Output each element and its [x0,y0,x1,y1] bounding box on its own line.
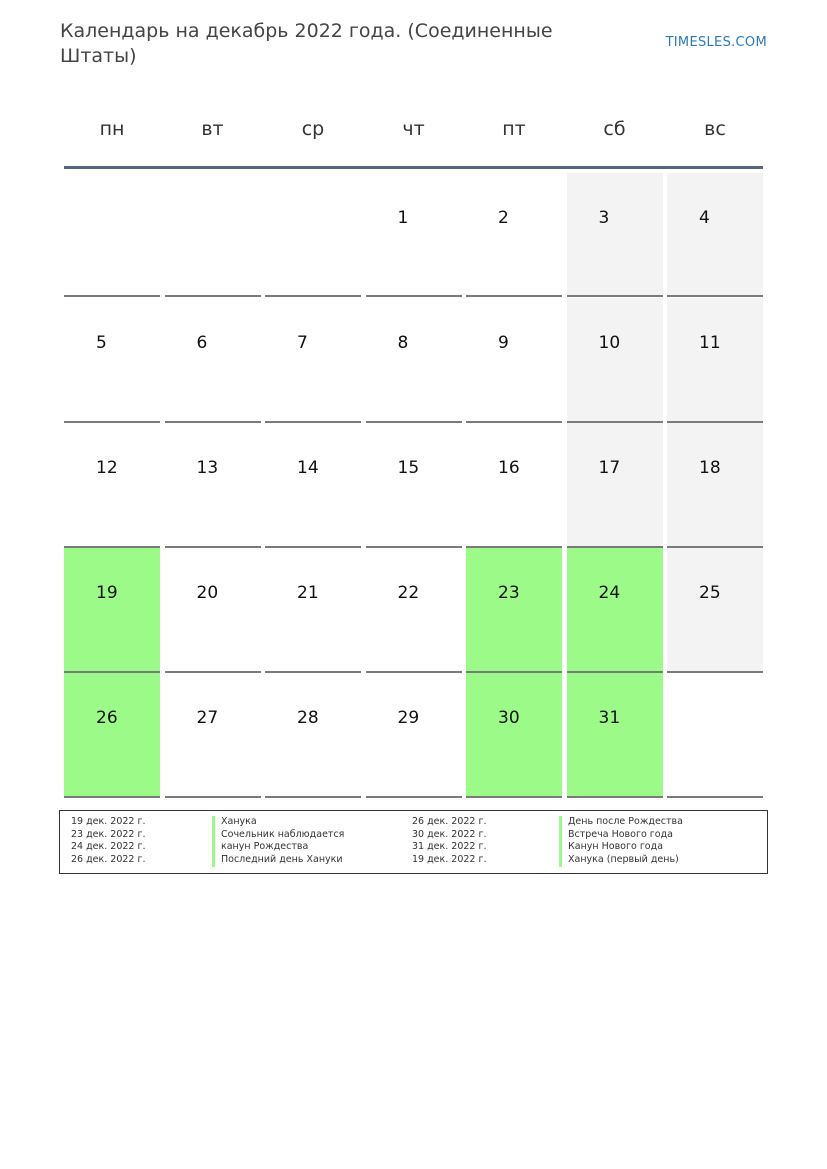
day-cell [466,423,562,548]
weekday-label: ср [301,118,325,140]
day-cell [466,173,562,297]
day-number: 11 [699,333,721,353]
day-number: 14 [297,458,319,478]
day-number: 17 [598,458,621,478]
holiday-legend [59,810,768,874]
brand-link[interactable]: TIMESLES.COM [665,35,767,50]
legend-names-left [212,816,344,867]
day-cell [366,423,462,548]
day-number: 23 [498,583,520,603]
legend-names-right [559,816,683,867]
day-number: 7 [297,333,308,353]
day-number: 2 [498,208,509,228]
day-number: 3 [598,208,610,228]
day-number: 21 [297,583,319,603]
calendar-grid [64,92,763,798]
legend-dates-left [71,816,146,867]
day-number: 27 [196,708,219,728]
day-cell [366,673,462,798]
day-number: 4 [699,208,710,228]
legend-holiday-name: Встреча Нового года [559,829,683,842]
legend-holiday-name: Последний день Хануки [212,854,344,867]
day-cell-holiday [466,673,562,798]
day-cell-holiday [567,548,663,673]
day-cell [265,673,361,798]
day-cell [466,298,562,423]
day-number: 30 [498,708,520,728]
legend-date: 23 дек. 2022 г. [71,828,146,840]
weekday-label: пн [99,118,125,140]
day-number: 22 [397,583,420,603]
legend-holiday-name: канун Рождества [212,841,344,854]
day-cell-empty [165,173,261,297]
day-cell-weekend [667,423,763,548]
legend-date: 24 дек. 2022 г. [71,841,146,853]
legend-date: 31 дек. 2022 г. [412,841,487,853]
day-number: 18 [699,458,721,478]
legend-holiday-name: День после Рождества [559,816,683,829]
day-number: 15 [397,458,420,478]
day-cell-empty [667,673,763,798]
day-cell [64,298,160,423]
legend-dates-right [412,816,487,867]
legend-holiday-name: Ханука (первый день) [559,854,683,867]
day-number: 9 [498,333,509,353]
day-cell [366,298,462,423]
page-title: Календарь на декабрь 2022 года. (Соединенные Штаты) [60,20,553,67]
day-number: 28 [297,708,319,728]
day-cell-empty [265,173,361,297]
day-number: 26 [96,708,118,728]
day-number: 5 [96,333,107,353]
day-cell-weekend [667,298,763,423]
day-cell [366,173,462,297]
day-cell [165,423,261,548]
day-number: 1 [397,208,409,228]
day-cell-holiday [64,673,160,798]
header-divider [64,166,763,169]
legend-date: 26 дек. 2022 г. [71,854,146,866]
day-cell [265,423,361,548]
day-number: 12 [96,458,118,478]
day-cell [265,298,361,423]
day-cell [64,423,160,548]
legend-date: 19 дек. 2022 г. [412,854,487,866]
day-cell [265,548,361,673]
day-cell-holiday [567,673,663,798]
day-number: 19 [96,583,118,603]
weekday-label: чт [402,118,425,140]
day-number: 8 [397,333,409,353]
day-number: 24 [598,583,621,603]
legend-date: 19 дек. 2022 г. [71,816,146,827]
week-row [64,173,763,298]
weekday-label: вс [704,118,726,140]
weekday-label: пт [502,118,526,140]
day-cell [366,548,462,673]
legend-holiday-name: Канун Нового года [559,841,683,854]
day-cell [165,673,261,798]
day-number: 29 [397,708,420,728]
weekday-label: вт [201,118,224,140]
day-cell [165,548,261,673]
day-cell-empty [64,173,160,297]
weekday-label: сб [603,118,626,140]
day-cell-weekend [667,173,763,297]
legend-holiday-name: Ханука [212,816,344,829]
legend-date: 30 дек. 2022 г. [412,828,487,840]
week-row [64,298,763,423]
day-number: 20 [196,583,219,603]
day-cell-weekend [667,548,763,673]
day-cell-weekend [567,423,663,548]
day-number: 31 [598,708,621,728]
week-row [64,673,763,798]
day-number: 6 [196,333,208,353]
day-number: 10 [598,333,621,353]
day-number: 13 [196,458,219,478]
legend-holiday-name: Сочельник наблюдается [212,829,344,842]
day-cell-weekend [567,173,663,297]
day-cell-holiday [64,548,160,673]
week-row [64,423,763,548]
day-number: 16 [498,458,520,478]
week-row [64,548,763,673]
day-cell-holiday [466,548,562,673]
day-cell-weekend [567,298,663,423]
weekday-header-row [64,92,763,166]
legend-date: 26 дек. 2022 г. [412,816,487,827]
day-cell [165,298,261,423]
day-number: 25 [699,583,721,603]
days-grid [64,173,763,798]
